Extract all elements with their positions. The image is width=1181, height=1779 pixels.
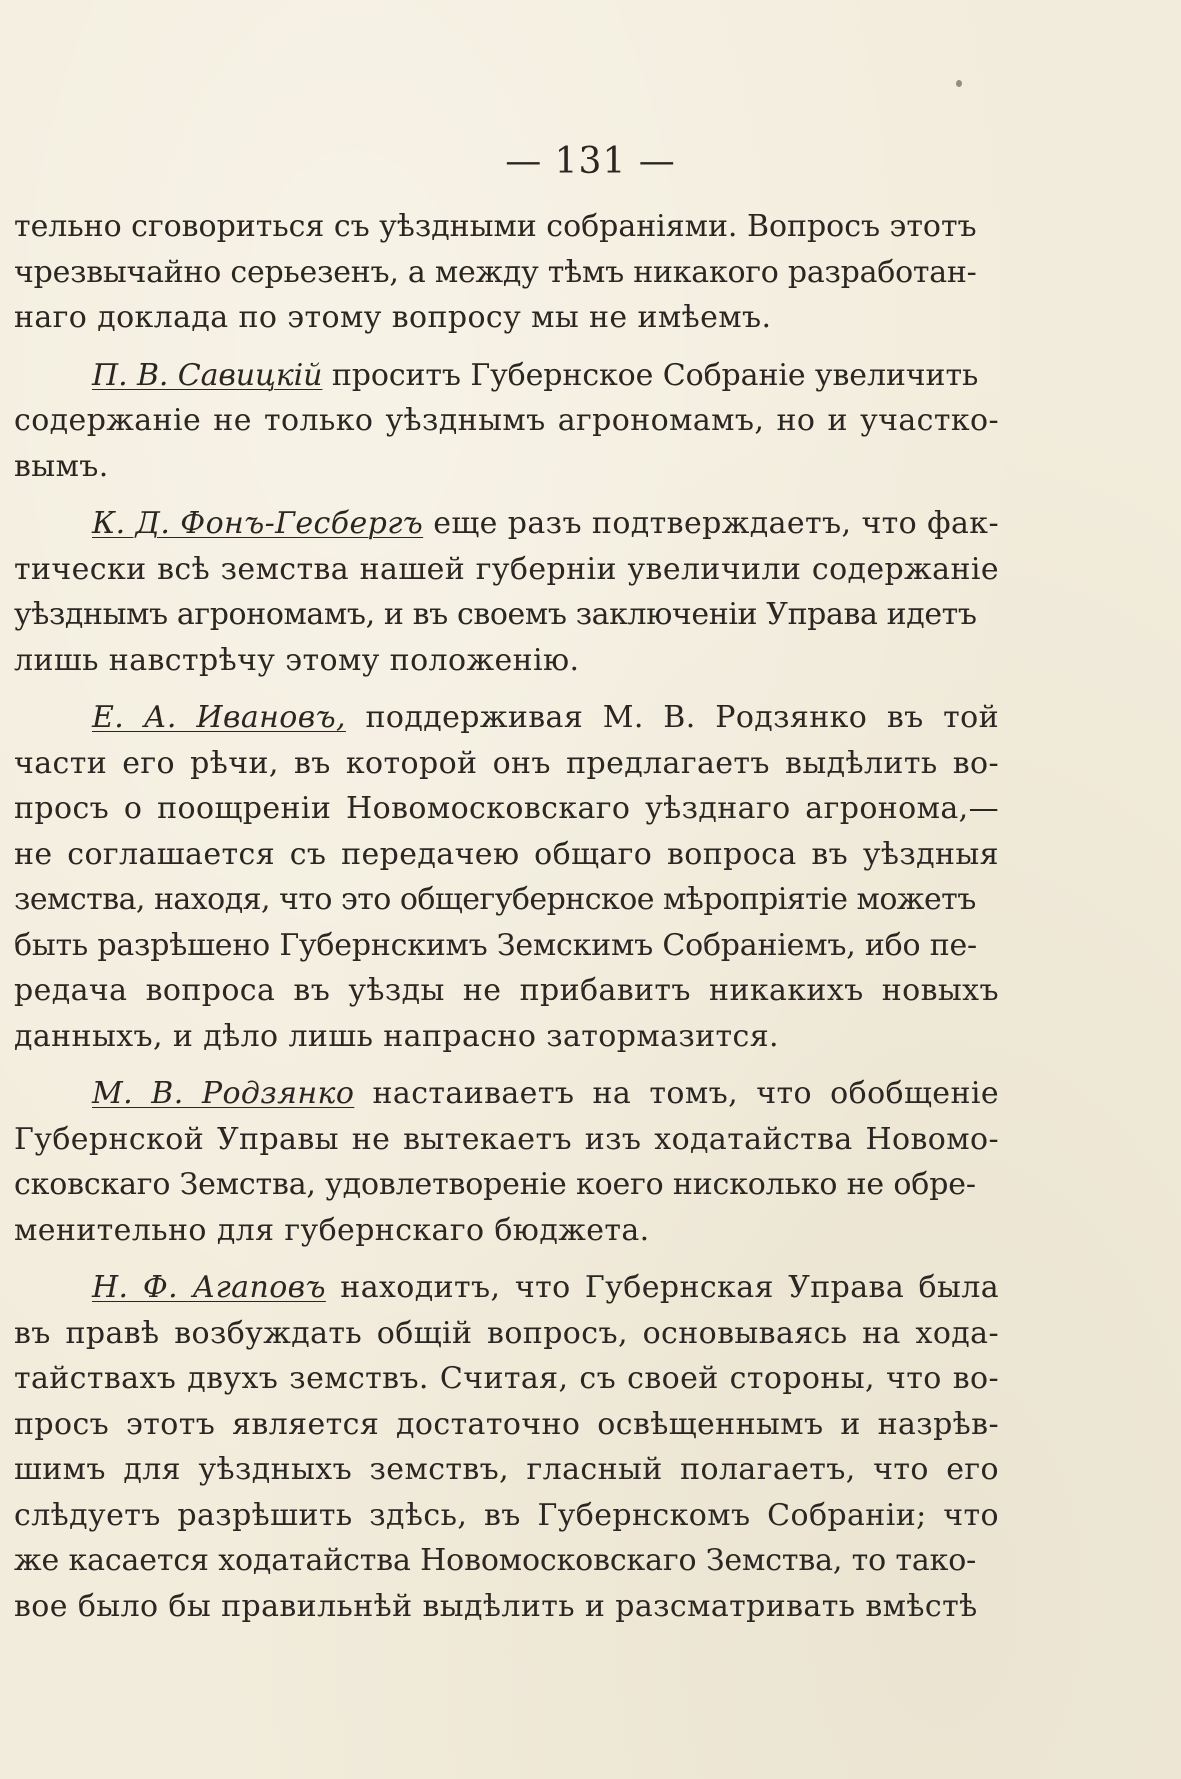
line-text: не соглашается съ передачею общаго вопроса въ уѣздныя: [14, 836, 999, 872]
text-line: [14, 353, 999, 399]
text-line: [14, 295, 999, 341]
line-text: слѣдуетъ разрѣшить здѣсь, въ Губернскомъ Собраніи; что: [14, 1497, 999, 1533]
paragraph: [14, 695, 999, 1059]
text-line: [14, 398, 999, 444]
text-line: [14, 1584, 999, 1630]
paragraph: [14, 204, 999, 341]
line-text: лишь навстрѣчу этому положенію.: [14, 642, 580, 678]
line-text: сковскаго Земства, удовлетвореніе коего нисколько не обре-: [14, 1167, 976, 1202]
text-line: [14, 1402, 999, 1448]
page-number: — 131 —: [505, 141, 676, 182]
text-line: [14, 923, 999, 969]
line-text: вымъ.: [14, 448, 109, 484]
text-line: [14, 1071, 999, 1117]
line-text: содержаніе не только уѣзднымъ агрономамъ, но и участко-: [14, 403, 999, 438]
paragraph: [14, 353, 999, 490]
line-text: просъ этотъ является достаточно освѣщеннымъ и назрѣв-: [14, 1406, 999, 1442]
line-text: тайствахъ двухъ земствъ. Считая, съ своей стороны, что во-: [14, 1361, 999, 1396]
text-line: [14, 547, 999, 593]
text-line: [14, 638, 999, 684]
text-line: [14, 1162, 999, 1208]
line-text: менительно для губернскаго бюджета.: [14, 1212, 650, 1248]
line-text: находитъ, что Губернская Управа была: [325, 1270, 999, 1305]
line-text: проситъ Губернское Собраніе увеличить: [322, 357, 979, 393]
text-line: [14, 832, 999, 878]
line-text: данныхъ, и дѣло лишь напрасно затормазится.: [14, 1018, 779, 1054]
text-line: [14, 250, 999, 296]
text-line: [14, 1311, 999, 1357]
line-text: настаиваетъ на томъ, что обобщеніе: [354, 1076, 999, 1111]
line-text: быть разрѣшено Губернскимъ Земскимъ Собраніемъ, ибо пе-: [14, 927, 977, 963]
speaker-name: П. В. Савицкій: [92, 357, 323, 393]
text-line: [14, 592, 999, 638]
ink-speck: [956, 80, 962, 87]
line-text: Губернской Управы не вытекаетъ изъ ходатайства Новомо-: [14, 1121, 999, 1157]
paragraph: [14, 501, 999, 683]
text-line: [14, 968, 999, 1014]
line-text: тельно сговориться съ уѣздными собраніями. Вопросъ этотъ: [14, 209, 977, 244]
text-line: [14, 1447, 999, 1493]
text-line: [14, 786, 999, 832]
text-line: [14, 444, 999, 490]
speaker-name: Н. Ф. Агаповъ: [92, 1270, 326, 1305]
paragraph: [14, 1265, 999, 1629]
speaker-name: К. Д. Фонъ-Гесбергъ: [92, 506, 424, 541]
text-line: [14, 501, 999, 547]
line-text: наго доклада по этому вопросу мы не имѣемъ.: [14, 300, 772, 335]
text-line: [14, 1117, 999, 1163]
line-text: просъ о поощреніи Новомосковскаго уѣзднаго агронома,—: [14, 791, 999, 826]
text-line: [14, 1014, 999, 1060]
text-line: [14, 1356, 999, 1402]
line-text: еще разъ подтверждаетъ, что фак-: [423, 506, 999, 541]
text-column: [14, 204, 999, 1641]
line-text: въ правѣ возбуждать общій вопросъ, основываясь на хода-: [14, 1315, 999, 1351]
line-text: земства, находя, что это общегубернское мѣропріятіе можетъ: [14, 882, 976, 917]
line-text: чрезвычайно серьезенъ, а между тѣмъ никакого разработан-: [14, 254, 977, 290]
text-line: [14, 204, 999, 250]
text-line: [14, 741, 999, 787]
text-line: [14, 695, 999, 741]
line-text: вое было бы правильнѣй выдѣлить и разсматривать вмѣстѣ: [14, 1588, 978, 1624]
line-text: шимъ для уѣздныхъ земствъ, гласный полагаетъ, что его: [14, 1452, 999, 1487]
line-text: уѣзднымъ агрономамъ, и въ своемъ заключеніи Управа идетъ: [14, 597, 977, 632]
line-text: поддерживая М. В. Родзянко въ той: [345, 700, 999, 735]
line-text: части его рѣчи, въ которой онъ предлагаетъ выдѣлить во-: [14, 745, 999, 781]
text-line: [14, 877, 999, 923]
text-line: [14, 1493, 999, 1539]
text-line: [14, 1265, 999, 1311]
line-text: редача вопроса въ уѣзды не прибавитъ никакихъ новыхъ: [14, 973, 999, 1008]
text-line: [14, 1538, 999, 1584]
paragraph: [14, 1071, 999, 1253]
speaker-name: М. В. Родзянко: [92, 1076, 355, 1111]
speaker-name: Е. А. Ивановъ,: [92, 700, 346, 735]
text-line: [14, 1208, 999, 1254]
line-text: же касается ходатайства Новомосковскаго Земства, то тако-: [14, 1543, 977, 1578]
line-text: тически всѣ земства нашей губерніи увеличили содержаніе: [14, 551, 999, 587]
